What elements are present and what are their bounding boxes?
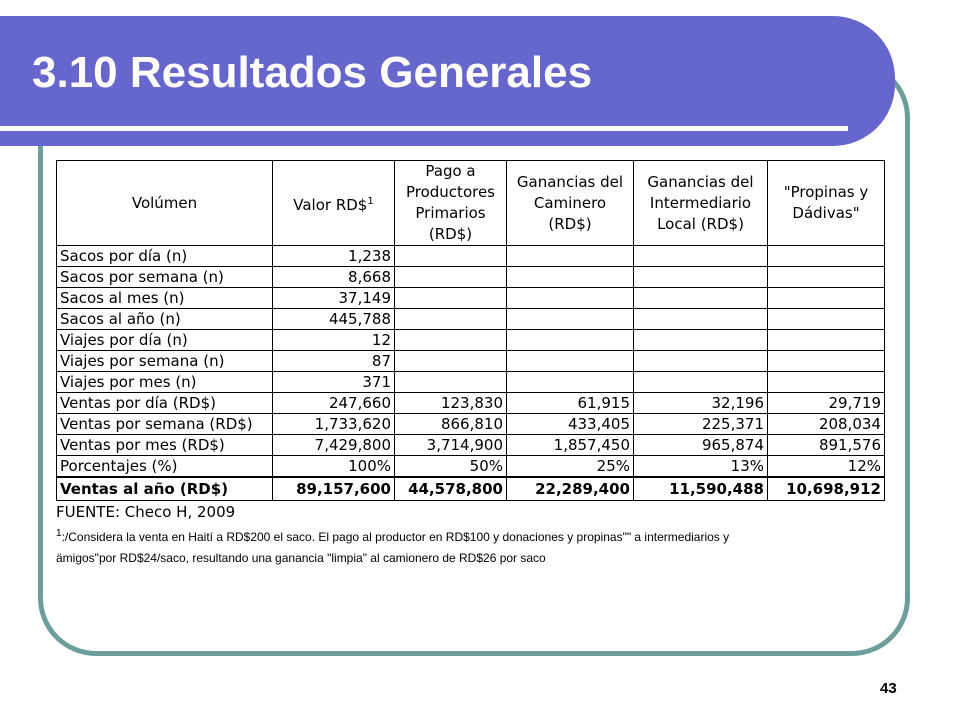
- cell-volumen: Sacos al mes (n): [57, 288, 273, 309]
- table-row: [57, 414, 885, 435]
- cell-propinas: [768, 309, 885, 330]
- cell-volumen: Sacos al año (n): [57, 309, 273, 330]
- cell-valor: 37,149: [273, 288, 395, 309]
- cell-volumen: Viajes por día (n): [57, 330, 273, 351]
- cell-volumen: Ventas por día (RD$): [57, 393, 273, 414]
- cell-ganancias-caminero: [507, 330, 634, 351]
- cell-valor: 1,238: [273, 246, 395, 267]
- cell-ganancias-caminero: [507, 372, 634, 393]
- table-row: [57, 372, 885, 393]
- table-row: [57, 246, 885, 267]
- cell-pago-productores: [395, 288, 507, 309]
- table-row: [57, 309, 885, 330]
- cell-volumen: Sacos por día (n): [57, 246, 273, 267]
- title-underline: [0, 126, 848, 131]
- table-header-row: [57, 161, 885, 246]
- cell-ganancias-caminero: [507, 288, 634, 309]
- cell-valor: 7,429,800: [273, 435, 395, 456]
- header-volumen: Volúmen: [57, 161, 273, 246]
- cell-pago-productores: 3,714,900: [395, 435, 507, 456]
- cell-propinas: [768, 330, 885, 351]
- cell-ganancias-caminero: [507, 267, 634, 288]
- table-row: [57, 330, 885, 351]
- cell-valor: 247,660: [273, 393, 395, 414]
- cell-pago-productores: [395, 309, 507, 330]
- table-row: [57, 456, 885, 477]
- cell-ganancias-caminero: 25%: [507, 456, 634, 477]
- header-valor: Valor RD\$$^1$: [273, 161, 395, 246]
- table-row: [57, 393, 885, 414]
- cell-pago-productores: 44,578,800: [395, 477, 507, 501]
- header-pago-productores: Pago a Productores Primarios (RD$): [395, 161, 507, 246]
- cell-propinas: [768, 267, 885, 288]
- source-note: [56, 503, 235, 521]
- cell-valor: 89,157,600: [273, 477, 395, 501]
- cell-ganancias-intermediario: [634, 309, 768, 330]
- slide-title: 3.10 Resultados Generales: [32, 48, 593, 97]
- cell-propinas: 12%: [768, 456, 885, 477]
- cell-propinas: [768, 351, 885, 372]
- source-label: FUENTE: [56, 503, 115, 521]
- cell-valor: 87: [273, 351, 395, 372]
- cell-pago-productores: [395, 267, 507, 288]
- cell-ganancias-caminero: [507, 309, 634, 330]
- cell-volumen: Viajes por semana (n): [57, 351, 273, 372]
- cell-propinas: 208,034: [768, 414, 885, 435]
- cell-ganancias-caminero: 61,915: [507, 393, 634, 414]
- cell-ganancias-caminero: [507, 246, 634, 267]
- cell-valor: 1,733,620: [273, 414, 395, 435]
- cell-ganancias-intermediario: [634, 372, 768, 393]
- cell-volumen: Ventas al año (RD$): [57, 477, 273, 501]
- cell-propinas: [768, 288, 885, 309]
- cell-ganancias-intermediario: [634, 351, 768, 372]
- cell-pago-productores: [395, 351, 507, 372]
- cell-pago-productores: 50%: [395, 456, 507, 477]
- page-number: 43: [880, 680, 897, 697]
- cell-ganancias-intermediario: [634, 288, 768, 309]
- cell-ganancias-caminero: 1,857,450: [507, 435, 634, 456]
- cell-ganancias-intermediario: [634, 330, 768, 351]
- table-row: [57, 288, 885, 309]
- cell-pago-productores: 123,830: [395, 393, 507, 414]
- cell-ganancias-intermediario: 965,874: [634, 435, 768, 456]
- table-row: [57, 435, 885, 456]
- cell-ganancias-intermediario: 11,590,488: [634, 477, 768, 501]
- cell-volumen: Ventas por mes (RD$): [57, 435, 273, 456]
- cell-ganancias-intermediario: 32,196: [634, 393, 768, 414]
- cell-valor: 100%: [273, 456, 395, 477]
- header-propinas: "Propinas y Dádivas": [768, 161, 885, 246]
- cell-propinas: 10,698,912: [768, 477, 885, 501]
- cell-volumen: Sacos por semana (n): [57, 267, 273, 288]
- table-row: [57, 267, 885, 288]
- cell-pago-productores: 866,810: [395, 414, 507, 435]
- header-ganancias-caminero: Ganancias del Caminero (RD$): [507, 161, 634, 246]
- cell-propinas: 891,576: [768, 435, 885, 456]
- table-total-row: [57, 477, 885, 501]
- cell-pago-productores: [395, 372, 507, 393]
- cell-valor: 445,788: [273, 309, 395, 330]
- footnote-mark: 1: [56, 528, 62, 539]
- footnote-line-2: ämigos"por RD$24/saco, resultando una ganancia "limpia" al camionero de RD$26 por saco: [56, 551, 546, 565]
- table-row: [57, 351, 885, 372]
- cell-ganancias-intermediario: [634, 246, 768, 267]
- cell-propinas: [768, 246, 885, 267]
- cell-ganancias-intermediario: 13%: [634, 456, 768, 477]
- cell-volumen: Porcentajes (%): [57, 456, 273, 477]
- cell-volumen: Ventas por semana (RD$): [57, 414, 273, 435]
- cell-valor: 8,668: [273, 267, 395, 288]
- cell-pago-productores: [395, 246, 507, 267]
- cell-ganancias-intermediario: 225,371: [634, 414, 768, 435]
- cell-propinas: [768, 372, 885, 393]
- cell-propinas: 29,719: [768, 393, 885, 414]
- cell-valor: 371: [273, 372, 395, 393]
- cell-ganancias-caminero: 22,289,400: [507, 477, 634, 501]
- cell-valor: 12: [273, 330, 395, 351]
- cell-ganancias-intermediario: [634, 267, 768, 288]
- cell-pago-productores: [395, 330, 507, 351]
- footnote-line-1: $^1$:/Considera la venta en Haití a RD$200 el saco. El pago al productor en RD$100 y donaciones y propinas"" a intermediarios y: [56, 528, 730, 544]
- cell-ganancias-caminero: 433,405: [507, 414, 634, 435]
- source-text: : Checo H, 2009: [114, 503, 236, 521]
- header-ganancias-intermediario: Ganancias del Intermediario Local (RD$): [634, 161, 768, 246]
- cell-ganancias-caminero: [507, 351, 634, 372]
- results-table: [56, 160, 885, 501]
- cell-volumen: Viajes por mes (n): [57, 372, 273, 393]
